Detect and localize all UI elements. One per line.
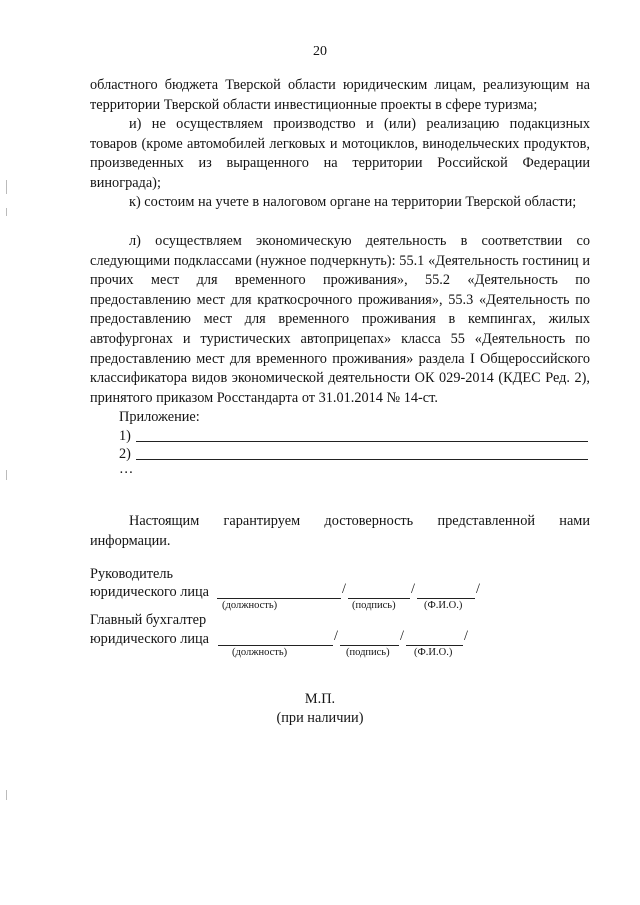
head-title-line1: Руководитель (90, 566, 174, 582)
accountant-signature-blank[interactable] (340, 645, 399, 646)
head-position-blank[interactable] (217, 598, 341, 599)
paragraph-item-k: к) состоим на учете в налоговом органе на территории Тверской области; (129, 194, 577, 210)
accountant-slash-1: / (334, 628, 338, 644)
head-name-blank[interactable] (417, 598, 475, 599)
attachment-item-2-number: 2) (119, 446, 131, 462)
head-slash-3: / (476, 581, 480, 597)
head-position-caption: (должность) (222, 600, 278, 611)
accountant-title-line1: Главный бухгалтер (90, 612, 207, 628)
accountant-name-caption: (Ф.И.О.) (414, 647, 453, 658)
attachment-more: … (119, 461, 134, 477)
accountant-signature-caption: (подпись) (346, 647, 390, 658)
paragraph-item-l: л) осуществляем экономическую деятельность в соответствии со следующими подклассами (нужное подчеркнуть): 55.1 «Деятельность гостиниц и прочих мест для временного проживания», 55.2 «Деятельность по предоставлению мест для краткосрочного проживания», 55.3 «Деятельность по предоставлению мест для временного проживания в кемпингах, жилых автофургонах и туристических автоприцепах» класса 55 «Деятельность по предоставлению мест для временного проживания» раздела I Общероссийского классификатора видов экономической деятельности ОК 029-2014 (КДЕС Ред. 2), принятого приказом Росстандарта от 31.01.2014 № 14-ст. (90, 233, 590, 406)
head-signature-blank[interactable] (348, 598, 410, 599)
stamp-mark: М.П. (304, 691, 336, 707)
head-name-caption: (Ф.И.О.) (424, 600, 463, 611)
page-number: 20 (313, 44, 327, 59)
paragraph-item-i: и) не осуществляем производство и (или) реализацию подакцизных товаров (кроме автомобилей легковых и мотоциклов, винодельческих продуктов, произведенных из выращенного на территории Российской Федерации винограда); (90, 116, 590, 191)
accountant-slash-3: / (464, 628, 468, 644)
accountant-position-blank[interactable] (218, 645, 333, 646)
accountant-slash-2: / (400, 628, 404, 644)
head-title-line2: юридического лица (90, 584, 210, 600)
attachment-item-2-blank[interactable] (136, 459, 588, 460)
guarantee-statement: Настоящим гарантируем достоверность представленной нами информации. (90, 513, 590, 549)
head-signature-caption: (подпись) (352, 600, 396, 611)
accountant-title-line2: юридического лица (90, 631, 210, 647)
paragraph-budget: областного бюджета Тверской области юридическим лицам, реализующим на территории Тверской области инвестиционные проекты в сфере туризма; (90, 77, 590, 113)
attachments-label: Приложение: (119, 409, 200, 425)
head-slash-2: / (411, 581, 415, 597)
scan-mark (6, 208, 7, 216)
accountant-name-blank[interactable] (406, 645, 463, 646)
scan-mark (6, 470, 7, 480)
accountant-position-caption: (должность) (232, 647, 288, 658)
stamp-note: (при наличии) (276, 710, 364, 726)
attachment-item-1-number: 1) (119, 428, 131, 444)
scan-mark (6, 180, 7, 194)
attachment-item-1-blank[interactable] (136, 441, 588, 442)
head-slash-1: / (342, 581, 346, 597)
scan-mark (6, 790, 7, 800)
